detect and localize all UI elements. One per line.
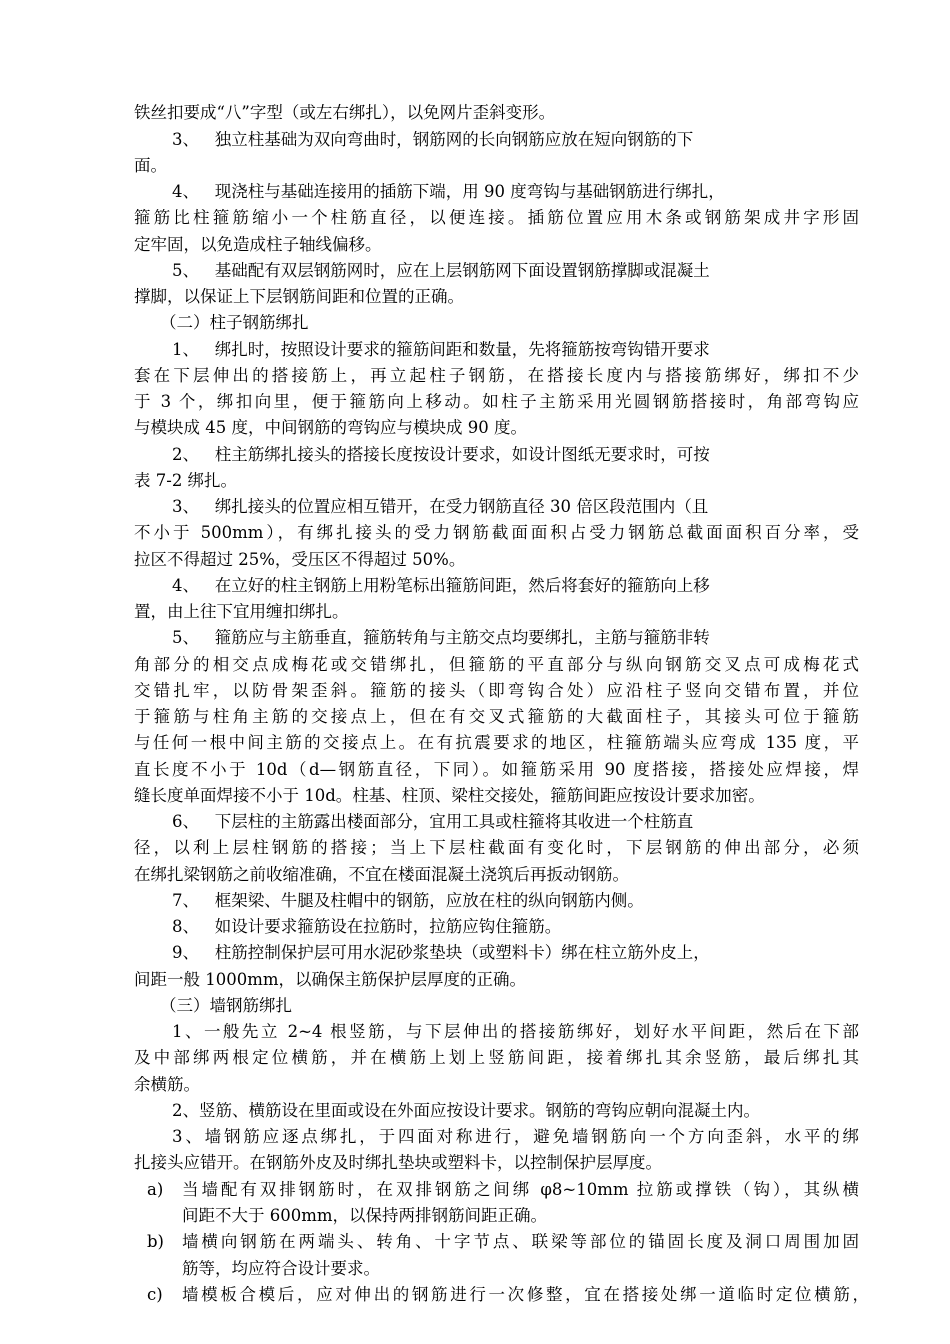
text-line: 在绑扎梁钢筋之前收缩准确，不宜在楼面混凝土浇筑后再扳动钢筋。 (134, 865, 629, 884)
text-line: 2、竖筋、横筋设在里面或设在外面应按设计要求。钢筋的弯钩应朝向混凝土内。 (172, 1101, 760, 1120)
list-marker: b) (147, 1232, 164, 1251)
list-marker: a) (147, 1180, 164, 1199)
section-heading: （二）柱子钢筋绑扎 (160, 313, 309, 332)
text-line: 交错扎牢，以防骨架歪斜。箍筋的接头（即弯钩合处）应沿柱子竖向交错布置，并位 (134, 681, 859, 700)
text-line: 扎接头应错开。在钢筋外皮及时绑扎垫块或塑料卡，以控制保护层厚度。 (134, 1153, 662, 1172)
text-line: 8、 如设计要求箍筋设在拉筋时，拉筋应钩住箍筋。 (172, 917, 562, 936)
text-line: 6、 下层柱的主筋露出楼面部分，宜用工具或柱箍将其收进一个柱筋直 (172, 812, 694, 831)
text-line: 间距一般 1000mm，以确保主筋保护层厚度的正确。 (134, 970, 527, 989)
text-line: 与任何一根中间主筋的交接点上。在有抗震要求的地区，柱箍筋端头应弯成 135 度，平 (134, 733, 859, 752)
list-item-line: 墙模板合模后，应对伸出的钢筋进行一次修整，宜在搭接处绑一道临时定位横筋， (182, 1285, 869, 1304)
text-line: 4、 在立好的柱主钢筋上用粉笔标出箍筋间距，然后将套好的箍筋向上移 (172, 576, 710, 595)
text-line: 1、 绑扎时，按照设计要求的箍筋间距和数量，先将箍筋按弯钩错开要求 (172, 340, 710, 359)
text-line: 与模块成 45 度，中间钢筋的弯钩应与模块成 90 度。 (134, 418, 527, 437)
text-line: 及中部绑两根定位横筋，并在横筋上划上竖筋间距，接着绑扎其余竖筋，最后绑扎其 (134, 1048, 859, 1067)
text-line: 3、 独立柱基础为双向弯曲时，钢筋网的长向钢筋应放在短向钢筋的下 (172, 130, 694, 149)
list-marker: c) (147, 1285, 163, 1304)
list-item-line: 筋等，均应符合设计要求。 (182, 1259, 380, 1278)
text-line: 缝长度单面焊接不小于 10d。柱基、柱顶、梁柱交接处，箍筋间距应按设计要求加密。 (134, 786, 765, 805)
text-line: 置，由上往下宜用缠扣绑扎。 (134, 602, 349, 621)
text-line: 2、 柱主筋绑扎接头的搭接长度按设计要求，如设计图纸无要求时，可按 (172, 445, 710, 464)
text-line: 铁丝扣要成“八”字型（或左右绑扎），以免网片歪斜变形。 (134, 103, 556, 122)
text-line: 表 7-2 绑扎。 (134, 471, 238, 490)
text-line: 径，以利上层柱钢筋的搭接；当上下层柱截面有变化时，下层钢筋的伸出部分，必须 (134, 838, 859, 857)
text-line: 于 3 个，绑扣向里，便于箍筋向上移动。如柱子主筋采用光圆钢筋搭接时，角部弯钩应 (134, 392, 859, 411)
text-line: 9、 柱筋控制保护层可用水泥砂浆垫块（或塑料卡）绑在柱立筋外皮上， (172, 943, 710, 962)
text-line: 4、 现浇柱与基础连接用的插筋下端，用 90 度弯钩与基础钢筋进行绑扎， (172, 182, 725, 201)
text-line: 面。 (134, 156, 167, 175)
text-line: 拉区不得超过 25%，受压区不得超过 50%。 (134, 550, 466, 569)
text-line: 5、 箍筋应与主筋垂直，箍筋转角与主筋交点均要绑扎，主筋与箍筋非转 (172, 628, 710, 647)
text-line: 于箍筋与柱角主筋的交接点上，但在有交叉式箍筋的大截面柱子，其接头可位于箍筋 (134, 707, 859, 726)
text-line: 不小于 500mm），有绑扎接头的受力钢筋截面面积占受力钢筋总截面面积百分率，受 (134, 523, 859, 542)
text-line: 定牢固，以免造成柱子轴线偏移。 (134, 235, 382, 254)
section-heading: （三）墙钢筋绑扎 (160, 996, 292, 1015)
text-line: 套在下层伸出的搭接筋上，再立起柱子钢筋，在搭接长度内与搭接筋绑好，绑扣不少 (134, 366, 859, 385)
text-line: 直长度不小于 10d（d—钢筋直径，下同）。如箍筋采用 90 度搭接，搭接处应焊接，焊 (134, 760, 859, 779)
text-line: 3、墙钢筋应逐点绑扎，于四面对称进行，避免墙钢筋向一个方向歪斜，水平的绑 (172, 1127, 859, 1146)
text-line: 角部分的相交点成梅花或交错绑扎，但箍筋的平直部分与纵向钢筋交叉点可成梅花式 (134, 655, 859, 674)
text-line: 5、 基础配有双层钢筋网时，应在上层钢筋网下面设置钢筋撑脚或混凝土 (172, 261, 710, 280)
text-line: 3、 绑扎接头的位置应相互错开，在受力钢筋直径 30 倍区段范围内（且 (172, 497, 709, 516)
text-line: 撑脚，以保证上下层钢筋间距和位置的正确。 (134, 287, 464, 306)
list-item-line: 间距不大于 600mm，以保持两排钢筋间距正确。 (182, 1206, 548, 1225)
text-line: 7、 框架梁、牛腿及柱帽中的钢筋，应放在柱的纵向钢筋内侧。 (172, 891, 644, 910)
text-line: 余横筋。 (134, 1075, 200, 1094)
text-line: 箍筋比柱箍筋缩小一个柱筋直径，以便连接。插筋位置应用木条或钢筋架成井字形固 (134, 208, 859, 227)
list-item-line: 墙横向钢筋在两端头、转角、十字节点、联梁等部位的锚固长度及洞口周围加固 (182, 1232, 859, 1251)
list-item-line: 当墙配有双排钢筋时，在双排钢筋之间绑 φ8~10mm 拉筋或撑铁（钩），其纵横 (182, 1180, 859, 1199)
text-line: 1、一般先立 2~4 根竖筋，与下层伸出的搭接筋绑好，划好水平间距，然后在下部 (172, 1022, 859, 1041)
